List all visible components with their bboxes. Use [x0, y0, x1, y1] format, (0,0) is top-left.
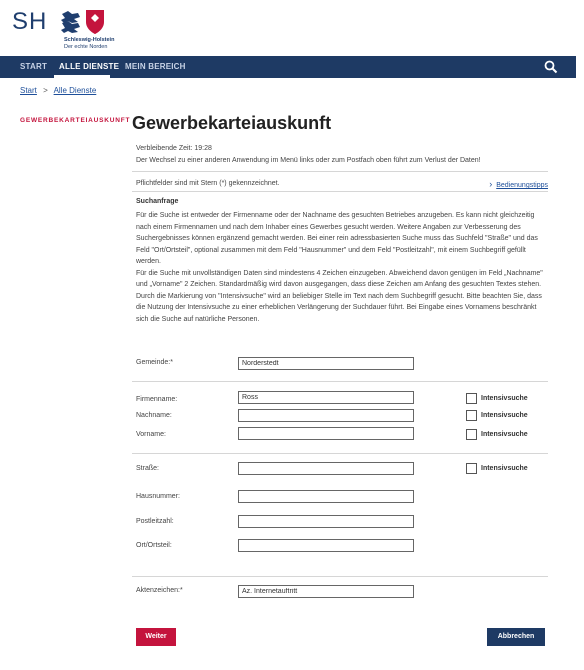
abbrechen-button[interactable]: Abbrechen	[487, 628, 545, 646]
help-text: Für die Suche ist entweder der Firmenname oder der Nachname des gesuchten Betriebes anzugeben. Es kann nicht gleichzeitig nach einem Firmennamen und nach dem Inhaber eines Gewerbes gesucht werden. Weitere Angaben zur Verbesserung des Suchergebnisses können ergänzend gemacht werden. Bei einer rein adressbasierten Suche muss das Suchfeld "Straße" und das Feld "Ort/Ortsteil", optional zusammen mit dem Feld "Hausnummer" und dem Feld "Postleitzahl", mit einem Suchbegriff gefüllt werden. Für die Suche mit unvollständigen Daten sind mindestens 4 Zeichen einzugeben. Abweichend davon genügen im Feld „Nachname" und „Vorname" 2 Zeichen. Standardmäßig wird davon ausgegangen, dass diese Zeichen am Anfang des gesuchten Textes stehen. Durch die Markierung von "Intensivsuche" wird an beliebiger Stelle im Text nach dem Suchbegriff gesucht. Bitte beachten Sie, dass die Nutzung der Intensivsuche zu einer erheblichen Verlängerung der Suchdauer führt. Bei Eingabe eines Vornamens beschränkt sich die Suche auf natürliche Personen.	[136, 212, 543, 323]
hausnummer-input[interactable]	[238, 490, 414, 503]
remaining-time: Verbleibende Zeit: 19:28	[136, 145, 212, 152]
divider	[132, 191, 548, 192]
slogan: Der echte Norden	[64, 44, 108, 50]
chevron-right-icon: ›	[489, 179, 493, 189]
vorname-input[interactable]	[238, 427, 414, 440]
search-icon[interactable]	[544, 60, 558, 74]
tips-link-label: Bedienungstipps	[496, 182, 548, 189]
firmenname-label: Firmenname:	[136, 396, 178, 403]
nachname-intensivsuche-checkbox[interactable]	[466, 410, 477, 421]
logo[interactable]	[12, 6, 122, 50]
breadcrumb-alle-dienste[interactable]: Alle Dienste	[53, 86, 97, 95]
nav-active-indicator	[54, 75, 110, 78]
strasse-label: Straße:	[136, 465, 159, 472]
postleitzahl-label: Postleitzahl:	[136, 518, 174, 525]
divider	[132, 381, 548, 382]
page-title: Gewerbekarteiauskunft	[132, 113, 332, 133]
strasse-intensivsuche-checkbox[interactable]	[466, 463, 477, 474]
required-note: Pflichtfelder sind mit Stern (*) gekennzeichnet.	[136, 180, 280, 187]
breadcrumb-separator: >	[43, 86, 48, 95]
intensivsuche-label: Intensivsuche	[481, 465, 528, 472]
divider	[132, 171, 548, 172]
main-navbar	[0, 56, 576, 78]
intensivsuche-label: Intensivsuche	[481, 395, 528, 402]
aktenzeichen-input[interactable]	[238, 585, 414, 598]
firmenname-input[interactable]	[238, 391, 414, 404]
coat-of-arms-icon	[58, 8, 110, 36]
strasse-input[interactable]	[238, 462, 414, 475]
intensivsuche-label: Intensivsuche	[481, 412, 528, 419]
firmenname-intensivsuche-checkbox[interactable]	[466, 393, 477, 404]
logo-text: SH	[12, 8, 48, 35]
ort-label: Ort/Ortsteil:	[136, 542, 172, 549]
nav-alle-dienste[interactable]: ALLE DIENSTE	[59, 62, 120, 71]
ort-input[interactable]	[238, 539, 414, 552]
vorname-label: Vorname:	[136, 431, 166, 438]
breadcrumb-start[interactable]: Start	[20, 86, 37, 95]
help-heading: Suchanfrage	[136, 198, 179, 205]
state-name: Schleswig-Holstein	[64, 37, 115, 43]
breadcrumb	[20, 86, 96, 95]
vorname-intensivsuche-checkbox[interactable]	[466, 429, 477, 440]
data-loss-warning: Der Wechsel zu einer anderen Anwendung im Menü links oder zum Postfach oben führt zum Verlust der Daten!	[136, 157, 481, 164]
gemeinde-input[interactable]	[238, 357, 414, 370]
tips-link[interactable]	[489, 179, 548, 189]
divider	[132, 453, 548, 454]
aktenzeichen-label: Aktenzeichen:*	[136, 587, 183, 594]
nachname-label: Nachname:	[136, 412, 172, 419]
nav-mein-bereich[interactable]: MEIN BEREICH	[125, 62, 186, 71]
weiter-button[interactable]: Weiter	[136, 628, 176, 646]
postleitzahl-input[interactable]	[238, 515, 414, 528]
hausnummer-label: Hausnummer:	[136, 493, 180, 500]
intensivsuche-label: Intensivsuche	[481, 431, 528, 438]
gemeinde-label: Gemeinde:*	[136, 359, 173, 366]
section-label: GEWERBEKARTEIAUSKUNFT	[20, 117, 131, 124]
nav-start[interactable]: START	[20, 62, 48, 71]
nachname-input[interactable]	[238, 409, 414, 422]
divider	[132, 576, 548, 577]
